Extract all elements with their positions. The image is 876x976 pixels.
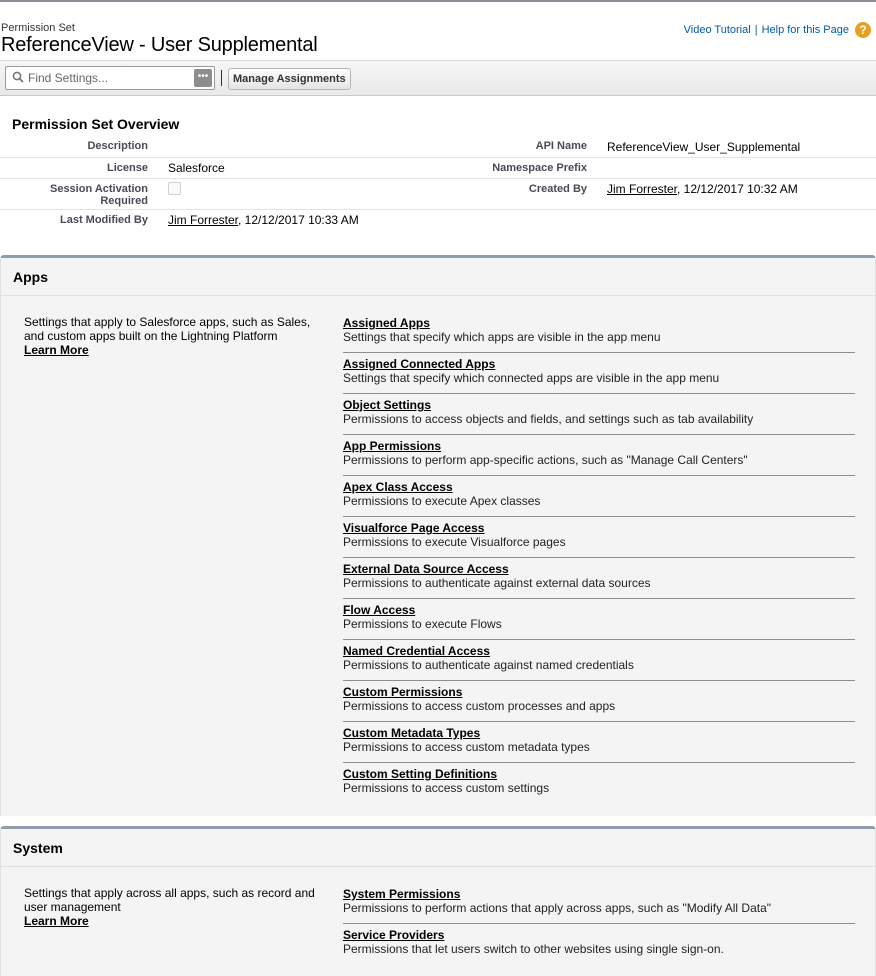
system-permissions-link[interactable]: System Permissions bbox=[343, 887, 461, 901]
system-section-title: System bbox=[13, 840, 63, 856]
overview-row-2 bbox=[0, 158, 876, 179]
list-item bbox=[343, 883, 855, 924]
apps-description-text: Settings that apply to Salesforce apps, such as Sales, and custom apps built on the Lightning Platform bbox=[24, 315, 311, 343]
link-description: Permissions to access objects and fields, and settings such as tab availability bbox=[343, 412, 754, 426]
list-item bbox=[343, 517, 855, 558]
system-section bbox=[0, 826, 876, 976]
overview-row-1 bbox=[0, 136, 876, 158]
list-item bbox=[343, 394, 855, 435]
top-border bbox=[0, 0, 876, 2]
session-label-line2: Required bbox=[100, 195, 148, 207]
license-value: Salesforce bbox=[168, 161, 225, 175]
session-label-line1: Session Activation bbox=[49, 183, 148, 195]
session-activation-label bbox=[0, 183, 148, 207]
list-item bbox=[343, 476, 855, 517]
list-item bbox=[343, 763, 855, 804]
help-icon[interactable]: ? bbox=[855, 22, 871, 38]
link-description: Settings that specify which apps are visible in the app menu bbox=[343, 330, 661, 344]
apps-links-list bbox=[343, 312, 855, 804]
apps-section bbox=[0, 255, 876, 816]
search-options-icon[interactable]: ••• bbox=[194, 69, 212, 87]
assigned-apps-link[interactable]: Assigned Apps bbox=[343, 316, 430, 330]
modified-by-user-link[interactable]: Jim Forrester bbox=[168, 213, 239, 227]
search-icon bbox=[12, 71, 24, 83]
created-by-user-link[interactable]: Jim Forrester bbox=[607, 182, 678, 196]
search-box[interactable] bbox=[5, 66, 215, 90]
link-description: Permissions to execute Visualforce pages bbox=[343, 535, 566, 549]
link-description: Permissions to access custom metadata types bbox=[343, 740, 590, 754]
license-label: License bbox=[107, 162, 148, 174]
manage-assignments-button[interactable]: Manage Assignments bbox=[228, 68, 351, 90]
created-by-date: , 12/12/2017 10:32 AM bbox=[677, 182, 798, 196]
custom-setting-definitions-link[interactable]: Custom Setting Definitions bbox=[343, 767, 497, 781]
namespace-label: Namespace Prefix bbox=[492, 162, 587, 174]
link-description: Permissions to execute Apex classes bbox=[343, 494, 541, 508]
toolbar bbox=[0, 60, 876, 96]
api-name-label: API Name bbox=[535, 140, 587, 152]
list-item bbox=[343, 558, 855, 599]
page-subtitle: Permission Set bbox=[1, 22, 75, 34]
custom-permissions-link[interactable]: Custom Permissions bbox=[343, 685, 463, 699]
apps-description bbox=[24, 315, 319, 357]
link-description: Permissions to access custom settings bbox=[343, 781, 550, 795]
visualforce-page-access-link[interactable]: Visualforce Page Access bbox=[343, 521, 485, 535]
list-item bbox=[343, 681, 855, 722]
list-item bbox=[343, 599, 855, 640]
apex-class-access-link[interactable]: Apex Class Access bbox=[343, 480, 453, 494]
apps-section-header bbox=[1, 258, 875, 296]
api-name-value: ReferenceView_User_Supplemental bbox=[607, 140, 801, 154]
list-item bbox=[343, 722, 855, 763]
object-settings-link[interactable]: Object Settings bbox=[343, 398, 432, 412]
last-modified-label: Last Modified By bbox=[59, 214, 148, 226]
modified-by-date: , 12/12/2017 10:33 AM bbox=[238, 213, 359, 227]
list-item bbox=[343, 640, 855, 681]
list-item bbox=[343, 312, 855, 353]
page-title: ReferenceView - User Supplemental bbox=[1, 34, 318, 56]
flow-access-link[interactable]: Flow Access bbox=[343, 603, 416, 617]
link-description: Permissions to authenticate against named credentials bbox=[343, 658, 634, 672]
toolbar-divider bbox=[221, 70, 222, 86]
help-links bbox=[684, 22, 871, 38]
video-tutorial-link[interactable]: Video Tutorial bbox=[683, 24, 751, 36]
link-description: Permissions to authenticate against external data sources bbox=[343, 576, 651, 590]
link-description: Permissions to perform actions that apply across apps, such as "Modify All Data" bbox=[343, 901, 772, 915]
help-separator: | bbox=[754, 24, 758, 36]
system-section-header bbox=[1, 829, 875, 867]
last-modified-value bbox=[168, 213, 359, 227]
service-providers-link[interactable]: Service Providers bbox=[343, 928, 445, 942]
link-description: Permissions to access custom processes and apps bbox=[343, 699, 616, 713]
overview-title: Permission Set Overview bbox=[12, 116, 180, 132]
link-description: Permissions to perform app-specific actions, such as "Manage Call Centers" bbox=[343, 453, 748, 467]
list-item bbox=[343, 435, 855, 476]
system-learn-more-link[interactable]: Learn More bbox=[24, 914, 89, 928]
created-by-value bbox=[607, 182, 798, 196]
session-activation-checkbox bbox=[168, 182, 181, 195]
created-by-label: Created By bbox=[528, 183, 587, 195]
external-data-source-access-link[interactable]: External Data Source Access bbox=[343, 562, 509, 576]
description-label: Description bbox=[87, 140, 148, 152]
list-item bbox=[343, 353, 855, 394]
link-description: Permissions that let users switch to other websites using single sign-on. bbox=[343, 942, 724, 956]
overview-row-3 bbox=[0, 179, 876, 210]
overview-row-4 bbox=[0, 210, 876, 232]
list-item bbox=[343, 924, 855, 965]
search-input[interactable] bbox=[28, 69, 193, 87]
apps-learn-more-link[interactable]: Learn More bbox=[24, 343, 89, 357]
system-links-list bbox=[343, 883, 855, 965]
system-description-text: Settings that apply across all apps, such as record and user management bbox=[24, 886, 315, 914]
link-description: Settings that specify which connected apps are visible in the app menu bbox=[343, 371, 720, 385]
custom-metadata-types-link[interactable]: Custom Metadata Types bbox=[343, 726, 481, 740]
system-description bbox=[24, 886, 319, 928]
named-credential-access-link[interactable]: Named Credential Access bbox=[343, 644, 490, 658]
assigned-connected-apps-link[interactable]: Assigned Connected Apps bbox=[343, 357, 496, 371]
apps-section-title: Apps bbox=[13, 269, 48, 285]
link-description: Permissions to execute Flows bbox=[343, 617, 502, 631]
help-page-link[interactable]: Help for this Page bbox=[761, 24, 849, 36]
app-permissions-link[interactable]: App Permissions bbox=[343, 439, 442, 453]
